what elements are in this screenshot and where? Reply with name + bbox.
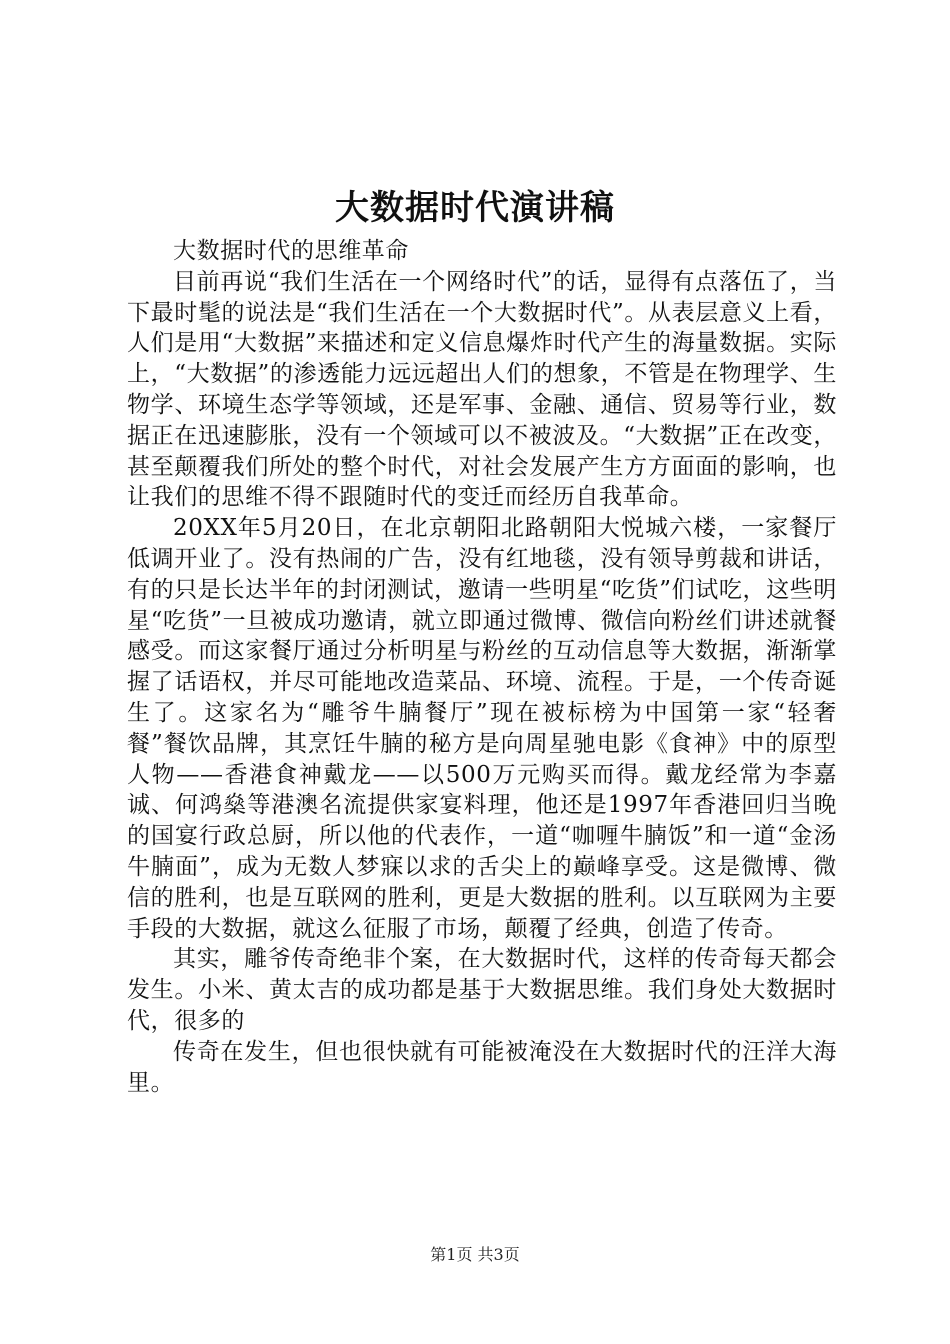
document-body (127, 236, 837, 1098)
paragraph-3: 其实，雕爷传奇绝非个案，在大数据时代，这样的传奇每天都会发生。小米、黄太吉的成功都是基于大数据思维。我们身处大数据时代，很多的 (127, 946, 837, 1034)
document-title: 大数据时代演讲稿 (335, 188, 615, 228)
page-number-footer: 第1页 共3页 (430, 1245, 520, 1264)
paragraph-4: 传奇在发生，但也很快就有可能被淹没在大数据时代的汪洋大海里。 (127, 1038, 837, 1096)
paragraph-2: 20XX年5月20日，在北京朝阳北路朝阳大悦城六楼，一家餐厅低调开业了。没有热闹的广告，没有红地毯，没有领导剪裁和讲话，有的只是长达半年的封闭测试，邀请一些明星“吃货”们试吃，这些明星“吃货”一旦被成功邀请，就立即通过微博、微信向粉丝们讲述就餐感受。而这家餐厅通过分析明星与粉丝的互动信息等大数据，渐渐掌握了话语权，并尽可能地改造菜品、环境、流程。于是，一个传奇诞生了。这家名为“雕爷牛腩餐厅”现在被标榜为中国第一家“轻奢餐”餐饮品牌，其烹饪牛腩的秘方是向周星驰电影《食神》中的原型人物——香港食神戴龙——以500万元购买而得。戴龙经常为李嘉诚、何鸿燊等港澳名流提供家宴料理，他还是1997年香港回归当晚的国宴行政总厨，所以他的代表作，一道“咖喱牛腩饭”和一道“金汤牛腩面”，成为无数人梦寐以求的舌尖上的巅峰享受。这是微博、微信的胜利，也是互联网的胜利，更是大数据的胜利。以互联网为主要手段的大数据，就这么征服了市场，颠覆了经典，创造了传奇。 (127, 515, 837, 942)
paragraph-subtitle: 大数据时代的思维革命 (173, 238, 409, 264)
paragraph-1: 目前再说“我们生活在一个网络时代”的话，显得有点落伍了，当下最时髦的说法是“我们生活在一个大数据时代”。从表层意义上看，人们是用“大数据”来描述和定义信息爆炸时代产生的海量数据。实际上，“大数据”的渗透能力远远超出人们的想象，不管是在物理学、生物学、环境生态学等领域，还是军事、金融、通信、贸易等行业，数据正在迅速膨胀，没有一个领域可以不被波及。“大数据”正在改变，甚至颠覆我们所处的整个时代，对社会发展产生方方面面的影响，也让我们的思维不得不跟随时代的变迁而经历自我革命。 (127, 268, 837, 511)
